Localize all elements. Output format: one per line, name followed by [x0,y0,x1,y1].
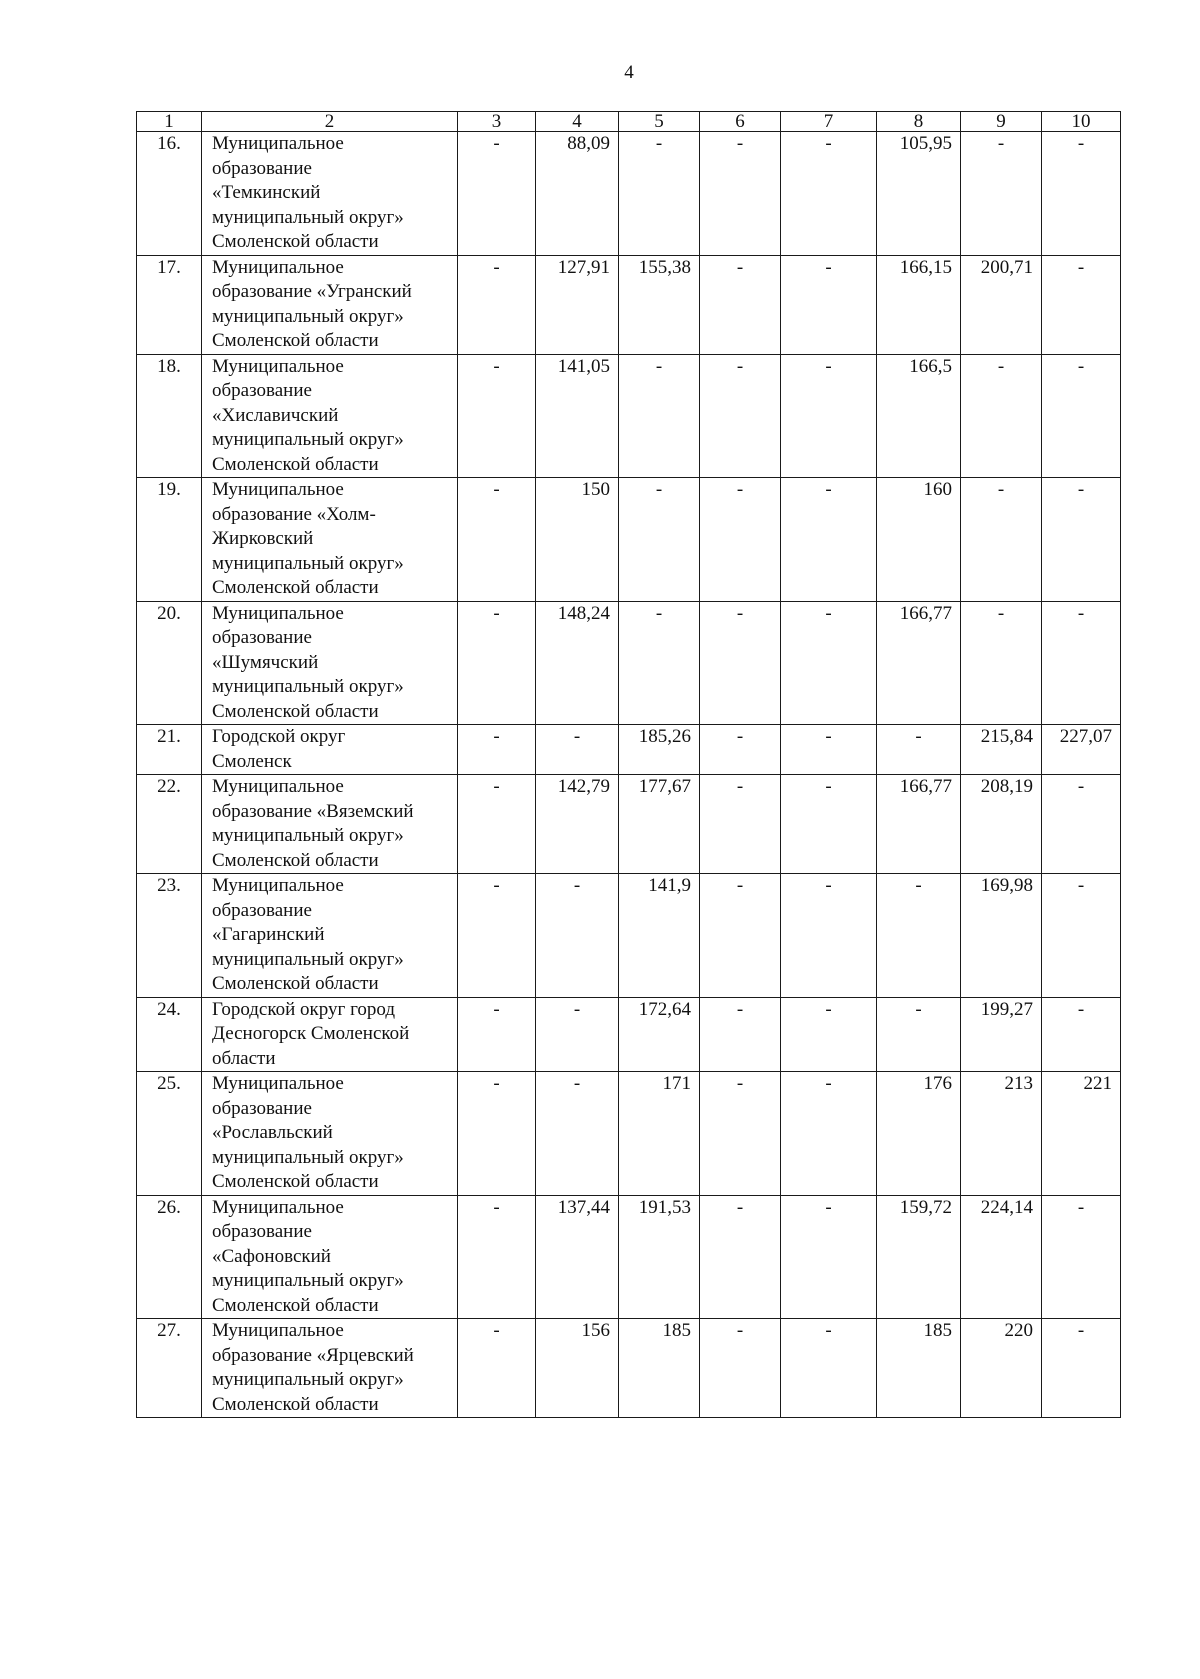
value-cell-col-6: - [700,1072,781,1196]
header-row [137,112,1121,132]
table-row [137,874,1121,998]
value-cell-col-3: - [458,725,536,775]
municipality-name-line: образование [212,899,312,921]
municipality-name-line: «Темкинский [212,182,321,203]
value-cell-col-7: - [781,775,877,874]
value-cell-col-8: 160 [877,478,961,602]
municipality-name-line: Муниципальное [212,875,344,896]
header-cell: 4 [536,112,619,132]
municipality-name-line: Десногорск Смоленской [212,1023,410,1044]
header-cell: 3 [458,112,536,132]
municipality-name-line: муниципальный округ» [212,825,404,846]
municipality-name-line: Смоленской области [212,231,379,252]
table-row [137,1195,1121,1319]
row-number-cell: 20. [137,601,202,725]
value-cell-col-4: - [536,1072,619,1196]
value-cell-col-7: - [781,354,877,478]
value-cell-col-3: - [458,1319,536,1418]
value-cell-col-10: - [1042,775,1121,874]
value-cell-col-7: - [781,255,877,354]
row-number-cell: 27. [137,1319,202,1418]
header-cell: 8 [877,112,961,132]
municipality-name-line: Смоленской области [212,1294,379,1316]
municipality-name-line: образование [212,1097,312,1119]
value-cell-col-10: - [1042,255,1121,354]
value-cell-col-6: - [700,132,781,256]
value-cell-col-7: - [781,1072,877,1196]
value-cell-col-5: - [619,601,700,725]
value-cell-col-9: 208,19 [961,775,1042,874]
value-cell-col-8: 105,95 [877,132,961,256]
value-cell-col-4: - [536,725,619,775]
value-cell-col-5: - [619,478,700,602]
value-cell-col-10: - [1042,132,1121,256]
municipality-name-cell [202,874,458,998]
municipality-name-cell [202,132,458,256]
municipality-name-line: муниципальный округ» [212,676,404,697]
value-cell-col-5: 141,9 [619,874,700,998]
value-cell-col-10: 221 [1042,1072,1121,1196]
table-row [137,725,1121,775]
row-number-cell: 16. [137,132,202,256]
municipality-name-line: Муниципальное [212,776,344,797]
value-cell-col-10: - [1042,478,1121,602]
municipality-name-line: Смоленской области [212,330,379,351]
municipality-name-line: муниципальный округ» [212,552,404,574]
value-cell-col-6: - [700,874,781,998]
value-cell-col-5: 177,67 [619,775,700,874]
value-cell-col-9: 224,14 [961,1195,1042,1319]
municipality-name-line: Смоленской области [212,1171,379,1192]
row-number-cell: 21. [137,725,202,775]
value-cell-col-9: 215,84 [961,725,1042,775]
value-cell-col-7: - [781,601,877,725]
value-cell-col-7: - [781,478,877,602]
value-cell-col-8: 166,77 [877,775,961,874]
value-cell-col-4: 88,09 [536,132,619,256]
value-cell-col-10: - [1042,354,1121,478]
municipality-name-line: образование [212,380,312,401]
value-cell-col-10: - [1042,874,1121,998]
municipality-name-line: Городской округ [212,726,346,747]
municipality-name-cell [202,997,458,1072]
value-cell-col-8: - [877,874,961,998]
value-cell-col-10: - [1042,1195,1121,1319]
municipality-name-line: Муниципальное [212,1320,344,1341]
value-cell-col-6: - [700,601,781,725]
municipality-name-line: «Рославльский [212,1122,333,1143]
value-cell-col-10: - [1042,601,1121,725]
table-row [137,132,1121,256]
row-number-cell: 22. [137,775,202,874]
table-row [137,478,1121,602]
value-cell-col-6: - [700,725,781,775]
header-cell: 7 [781,112,877,132]
municipality-name-line: образование [212,157,312,179]
value-cell-col-4: 142,79 [536,775,619,874]
value-cell-col-9: - [961,478,1042,602]
table-row [137,1072,1121,1196]
municipality-name-line: Смоленской области [212,849,379,871]
value-cell-col-5: - [619,354,700,478]
municipality-name-cell [202,354,458,478]
value-cell-col-9: - [961,132,1042,256]
value-cell-col-7: - [781,874,877,998]
municipality-name-line: образование [212,1221,312,1242]
value-cell-col-7: - [781,1195,877,1319]
value-cell-col-9: 220 [961,1319,1042,1418]
table-row [137,255,1121,354]
value-cell-col-4: 150 [536,478,619,602]
table-row [137,354,1121,478]
municipality-name-line: «Хиславичский [212,404,339,426]
row-number-cell: 25. [137,1072,202,1196]
header-cell: 9 [961,112,1042,132]
value-cell-col-3: - [458,874,536,998]
value-cell-col-9: 199,27 [961,997,1042,1072]
municipality-name-cell [202,478,458,602]
value-cell-col-10: 227,07 [1042,725,1121,775]
municipality-name-line: муниципальный округ» [212,305,404,327]
value-cell-col-5: 191,53 [619,1195,700,1319]
value-cell-col-4: - [536,874,619,998]
value-cell-col-4: 127,91 [536,255,619,354]
value-cell-col-8: 166,15 [877,255,961,354]
municipality-name-line: Смоленской области [212,973,379,994]
municipality-name-line: Муниципальное [212,479,344,500]
table-row [137,1319,1121,1418]
value-cell-col-6: - [700,478,781,602]
municipality-name-line: Муниципальное [212,256,344,278]
row-number-cell: 19. [137,478,202,602]
table-row [137,997,1121,1072]
table-row [137,601,1121,725]
municipality-name-line: Муниципальное [212,1073,344,1094]
value-cell-col-5: 185,26 [619,725,700,775]
header-cell: 1 [137,112,202,132]
value-cell-col-4: 141,05 [536,354,619,478]
value-cell-col-3: - [458,775,536,874]
value-cell-col-6: - [700,255,781,354]
municipality-name-cell [202,255,458,354]
municipality-name-line: Муниципальное [212,133,344,154]
value-cell-col-7: - [781,725,877,775]
municipality-name-line: образование [212,627,312,648]
table-header [137,112,1121,132]
value-cell-col-7: - [781,132,877,256]
value-cell-col-8: - [877,725,961,775]
municipality-name-line: «Шумячский [212,651,319,673]
value-cell-col-5: 171 [619,1072,700,1196]
municipality-name-line: «Сафоновский [212,1245,331,1267]
value-cell-col-4: 156 [536,1319,619,1418]
value-cell-col-9: 213 [961,1072,1042,1196]
value-cell-col-3: - [458,601,536,725]
municipality-name-line: Смоленской области [212,700,379,722]
municipality-name-cell [202,1195,458,1319]
header-cell: 10 [1042,112,1121,132]
value-cell-col-5: 185 [619,1319,700,1418]
row-number-cell: 18. [137,354,202,478]
municipality-name-cell [202,725,458,775]
municipality-name-line: области [212,1047,276,1069]
value-cell-col-8: 185 [877,1319,961,1418]
row-number-cell: 24. [137,997,202,1072]
value-cell-col-9: 200,71 [961,255,1042,354]
municipality-name-line: Муниципальное [212,355,344,377]
municipality-name-line: Муниципальное [212,602,344,624]
municipality-name-line: Смоленской области [212,453,379,475]
row-number-cell: 26. [137,1195,202,1319]
tariff-table [136,111,1121,1418]
municipality-name-line: Смоленск [212,750,292,772]
value-cell-col-10: - [1042,1319,1121,1418]
value-cell-col-5: - [619,132,700,256]
row-number-cell: 23. [137,874,202,998]
value-cell-col-7: - [781,997,877,1072]
value-cell-col-6: - [700,775,781,874]
value-cell-col-4: 137,44 [536,1195,619,1319]
table-row [137,775,1121,874]
municipality-name-line: Смоленской области [212,1393,379,1415]
municipality-name-line: Городской округ город [212,998,396,1020]
value-cell-col-3: - [458,354,536,478]
header-cell: 6 [700,112,781,132]
municipality-name-line: Смоленской области [212,577,379,598]
municipality-name-line: образование «Вяземский [212,800,414,822]
value-cell-col-8: 159,72 [877,1195,961,1319]
value-cell-col-9: - [961,354,1042,478]
municipality-name-line: муниципальный округ» [212,948,404,970]
municipality-name-cell [202,1319,458,1418]
value-cell-col-8: 166,77 [877,601,961,725]
municipality-name-line: «Гагаринский [212,924,325,945]
value-cell-col-5: 172,64 [619,997,700,1072]
municipality-name-line: образование «Ярцевский [212,1344,414,1366]
municipality-name-cell [202,601,458,725]
value-cell-col-7: - [781,1319,877,1418]
municipality-name-line: Муниципальное [212,1196,344,1218]
value-cell-col-3: - [458,132,536,256]
value-cell-col-10: - [1042,997,1121,1072]
value-cell-col-6: - [700,997,781,1072]
table-body [137,132,1121,1418]
value-cell-col-3: - [458,1195,536,1319]
municipality-name-line: образование «Холм- [212,503,376,525]
municipality-name-line: муниципальный округ» [212,429,404,450]
value-cell-col-9: 169,98 [961,874,1042,998]
value-cell-col-3: - [458,997,536,1072]
municipality-name-line: образование «Угранский [212,281,412,302]
municipality-name-line: муниципальный округ» [212,206,404,228]
value-cell-col-8: - [877,997,961,1072]
municipality-name-cell [202,775,458,874]
value-cell-col-8: 166,5 [877,354,961,478]
municipality-name-line: Жирковский [212,528,314,549]
value-cell-col-6: - [700,1195,781,1319]
value-cell-col-6: - [700,1319,781,1418]
municipality-name-line: муниципальный округ» [212,1270,404,1291]
value-cell-col-9: - [961,601,1042,725]
page-number: 4 [624,62,634,83]
value-cell-col-5: 155,38 [619,255,700,354]
value-cell-col-6: - [700,354,781,478]
municipality-name-cell [202,1072,458,1196]
value-cell-col-4: - [536,997,619,1072]
header-cell: 2 [202,112,458,132]
value-cell-col-3: - [458,255,536,354]
header-cell: 5 [619,112,700,132]
value-cell-col-4: 148,24 [536,601,619,725]
row-number-cell: 17. [137,255,202,354]
value-cell-col-8: 176 [877,1072,961,1196]
municipality-name-line: муниципальный округ» [212,1146,404,1168]
value-cell-col-3: - [458,1072,536,1196]
value-cell-col-3: - [458,478,536,602]
municipality-name-line: муниципальный округ» [212,1369,404,1390]
